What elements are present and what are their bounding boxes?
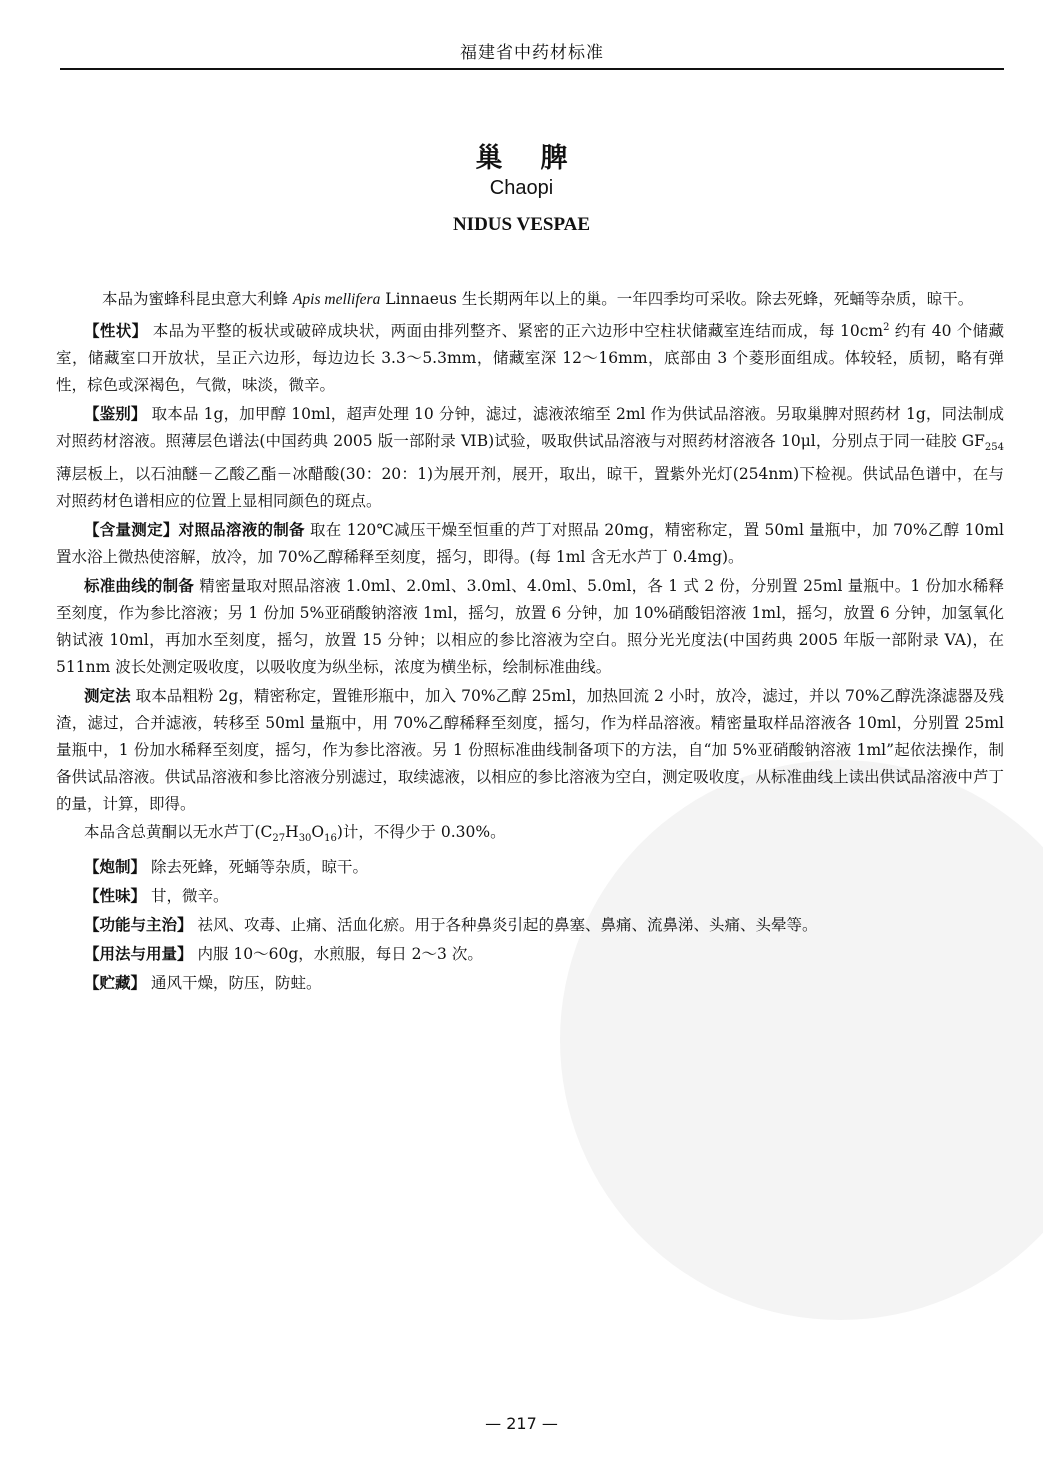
page-title: 巢脾 <box>475 143 606 174</box>
content-limit <box>56 819 1004 852</box>
subscript: 27 <box>272 833 286 845</box>
section-label: 【含量测定】 <box>84 520 179 540</box>
section-text: 内服 10～60g，水煎服，每日 2～3 次。 <box>192 945 483 964</box>
page-number: — 217 — <box>485 1414 558 1433</box>
running-header: 福建省中药材标准 <box>460 43 604 63</box>
section-label: 【鉴别】 <box>84 404 147 424</box>
subsection-label: 标准曲线的制备 <box>84 576 195 596</box>
subscript: 16 <box>324 833 337 845</box>
pinyin-name: Chaopi <box>489 177 554 199</box>
intro-paragraph <box>56 286 1004 313</box>
section-yongfa <box>56 940 1004 968</box>
section-label: 【贮藏】 <box>84 973 147 993</box>
section-cedingfa <box>56 682 1004 818</box>
section-label: 【性状】 <box>84 321 148 341</box>
species-name: Apis mellifera <box>292 291 381 308</box>
intro-text-b: Linnaeus 生长期两年以上的巢。一年四季均可采收。除去死蜂，死蛹等杂质，晾干。 <box>380 290 974 308</box>
section-paozhi <box>56 853 1004 881</box>
section-text: 取在 120℃减压干燥至恒重的芦丁对照品 20mg，精密称定，置 50ml 量瓶中，加 70%乙醇 10ml 置水浴上微热使溶解，放冷，加 70%乙醇稀释至刻度，摇匀，即得。(每 1ml 含无水芦丁 0.4mg)。 <box>56 521 1004 567</box>
section-xingzhuang <box>56 314 1004 399</box>
section-jianbie <box>56 400 1004 515</box>
subscript: 254 <box>984 442 1004 454</box>
subsection-label: 测定法 <box>84 686 131 706</box>
section-text: 祛风、攻毒、止痛、活血化瘀。用于各种鼻炎引起的鼻塞、鼻痛、流鼻涕、头痛、头晕等。 <box>192 916 818 935</box>
superscript: 2 <box>883 322 890 333</box>
limit-text: O <box>311 823 325 842</box>
section-gongneng <box>56 911 1004 939</box>
section-text: 除去死蜂，死蛹等杂质，晾干。 <box>146 858 368 877</box>
section-text: 甘，微辛。 <box>146 887 229 906</box>
latin-name: NIDUS VESPAE <box>452 214 591 235</box>
section-text: 约有 40 个储藏室，储藏室口开放状，呈正六边形，每边边长 3.3～5.3mm，储藏室深 12～16mm，底部由 3 个菱形面组成。体较轻，质韧，略有弹性，棕色或深褐色，气微，味淡，微辛。 <box>56 322 1004 395</box>
section-hanliang <box>56 516 1004 571</box>
section-label: 【用法与用量】 <box>84 944 193 964</box>
header-rule <box>60 68 1004 70</box>
limit-text: H <box>285 823 299 842</box>
limit-text: )计，不得少于 0.30%。 <box>336 823 506 842</box>
section-biaozhun <box>56 572 1004 681</box>
section-text: 精密量取对照品溶液 1.0ml、2.0ml、3.0ml、4.0ml、5.0ml，各 1 式 2 份，分别置 25ml 量瓶中。1 份加水稀释至刻度，作为参比溶液；另 1 份加 5%亚硝酸钠溶液 1ml，摇匀，放置 6 分钟，加 10%硝酸铝溶液 1ml，摇匀，放置 6 分钟，加氢氧化钠试液 10ml，再加水至刻度，摇匀，放置 15 分钟；以相应的参比溶液为空白。照分光光度法(中国药典 2005 年版一部附录 VA)，在 511nm 波长处测定吸收度，以吸收度为纵坐标，浓度为横坐标，绘制标准曲线。 <box>56 577 1004 677</box>
section-xingwei <box>56 882 1004 910</box>
section-text: 通风干燥，防压，防蛀。 <box>146 974 322 993</box>
monograph-body <box>56 286 1004 998</box>
section-text: 本品为平整的板状或破碎成块状，两面由排列整齐、紧密的正六边形中空柱状储藏室连结而成，每 10cm <box>147 322 884 341</box>
section-label: 【性味】 <box>84 886 147 906</box>
section-text: 取本品 1g，加甲醇 10ml，超声处理 10 分钟，滤过，滤液浓缩至 2ml 作为供试品溶液。另取巢脾对照药材 1g，同法制成对照药材溶液。照薄层色谱法(中国药典 2005 版一部附录 ⅥB)试验，吸取供试品溶液与对照药材溶液各 10μl，分别点于同一硅胶 GF <box>56 405 1004 451</box>
section-text: 薄层板上，以石油醚－乙酸乙酯－冰醋酸(30：20：1)为展开剂，展开，取出，晾干，置紫外光灯(254nm)下检视。供试品色谱中，在与对照药材色谱相应的位置上显相同颜色的斑点。 <box>56 465 1004 511</box>
limit-text: 本品含总黄酮以无水芦丁(C <box>84 823 273 842</box>
section-label: 【炮制】 <box>84 857 147 877</box>
intro-text-a: 本品为蜜蜂科昆虫意大利蜂 <box>102 290 293 308</box>
section-text: 取本品粗粉 2g，精密称定，置锥形瓶中，加入 70%乙醇 25ml，加热回流 2 小时，放冷，滤过，并以 70%乙醇洗涤滤器及残渣，滤过，合并滤液，转移至 50ml 量瓶中，用 70%乙醇稀释至刻度，摇匀，作为样品溶液。精密量取样品溶液各 10ml，分别置 25ml 量瓶中，1 份加水稀释至刻度，摇匀，作为参比溶液。另 1 份照标准曲线制备项下的方法，自“加 5%亚硝酸钠溶液 1ml”起依法操作，制备供试品溶液。供试品溶液和参比溶液分别滤过，取续滤液，以相应的参比溶液为空白，测定吸收度，从标准曲线上读出供试品溶液中芦丁的量，计算，即得。 <box>56 687 1004 814</box>
section-label: 【功能与主治】 <box>84 915 193 935</box>
section-zhucang <box>56 969 1004 997</box>
subsection-label: 对照品溶液的制备 <box>178 520 305 540</box>
subscript: 30 <box>298 833 312 845</box>
